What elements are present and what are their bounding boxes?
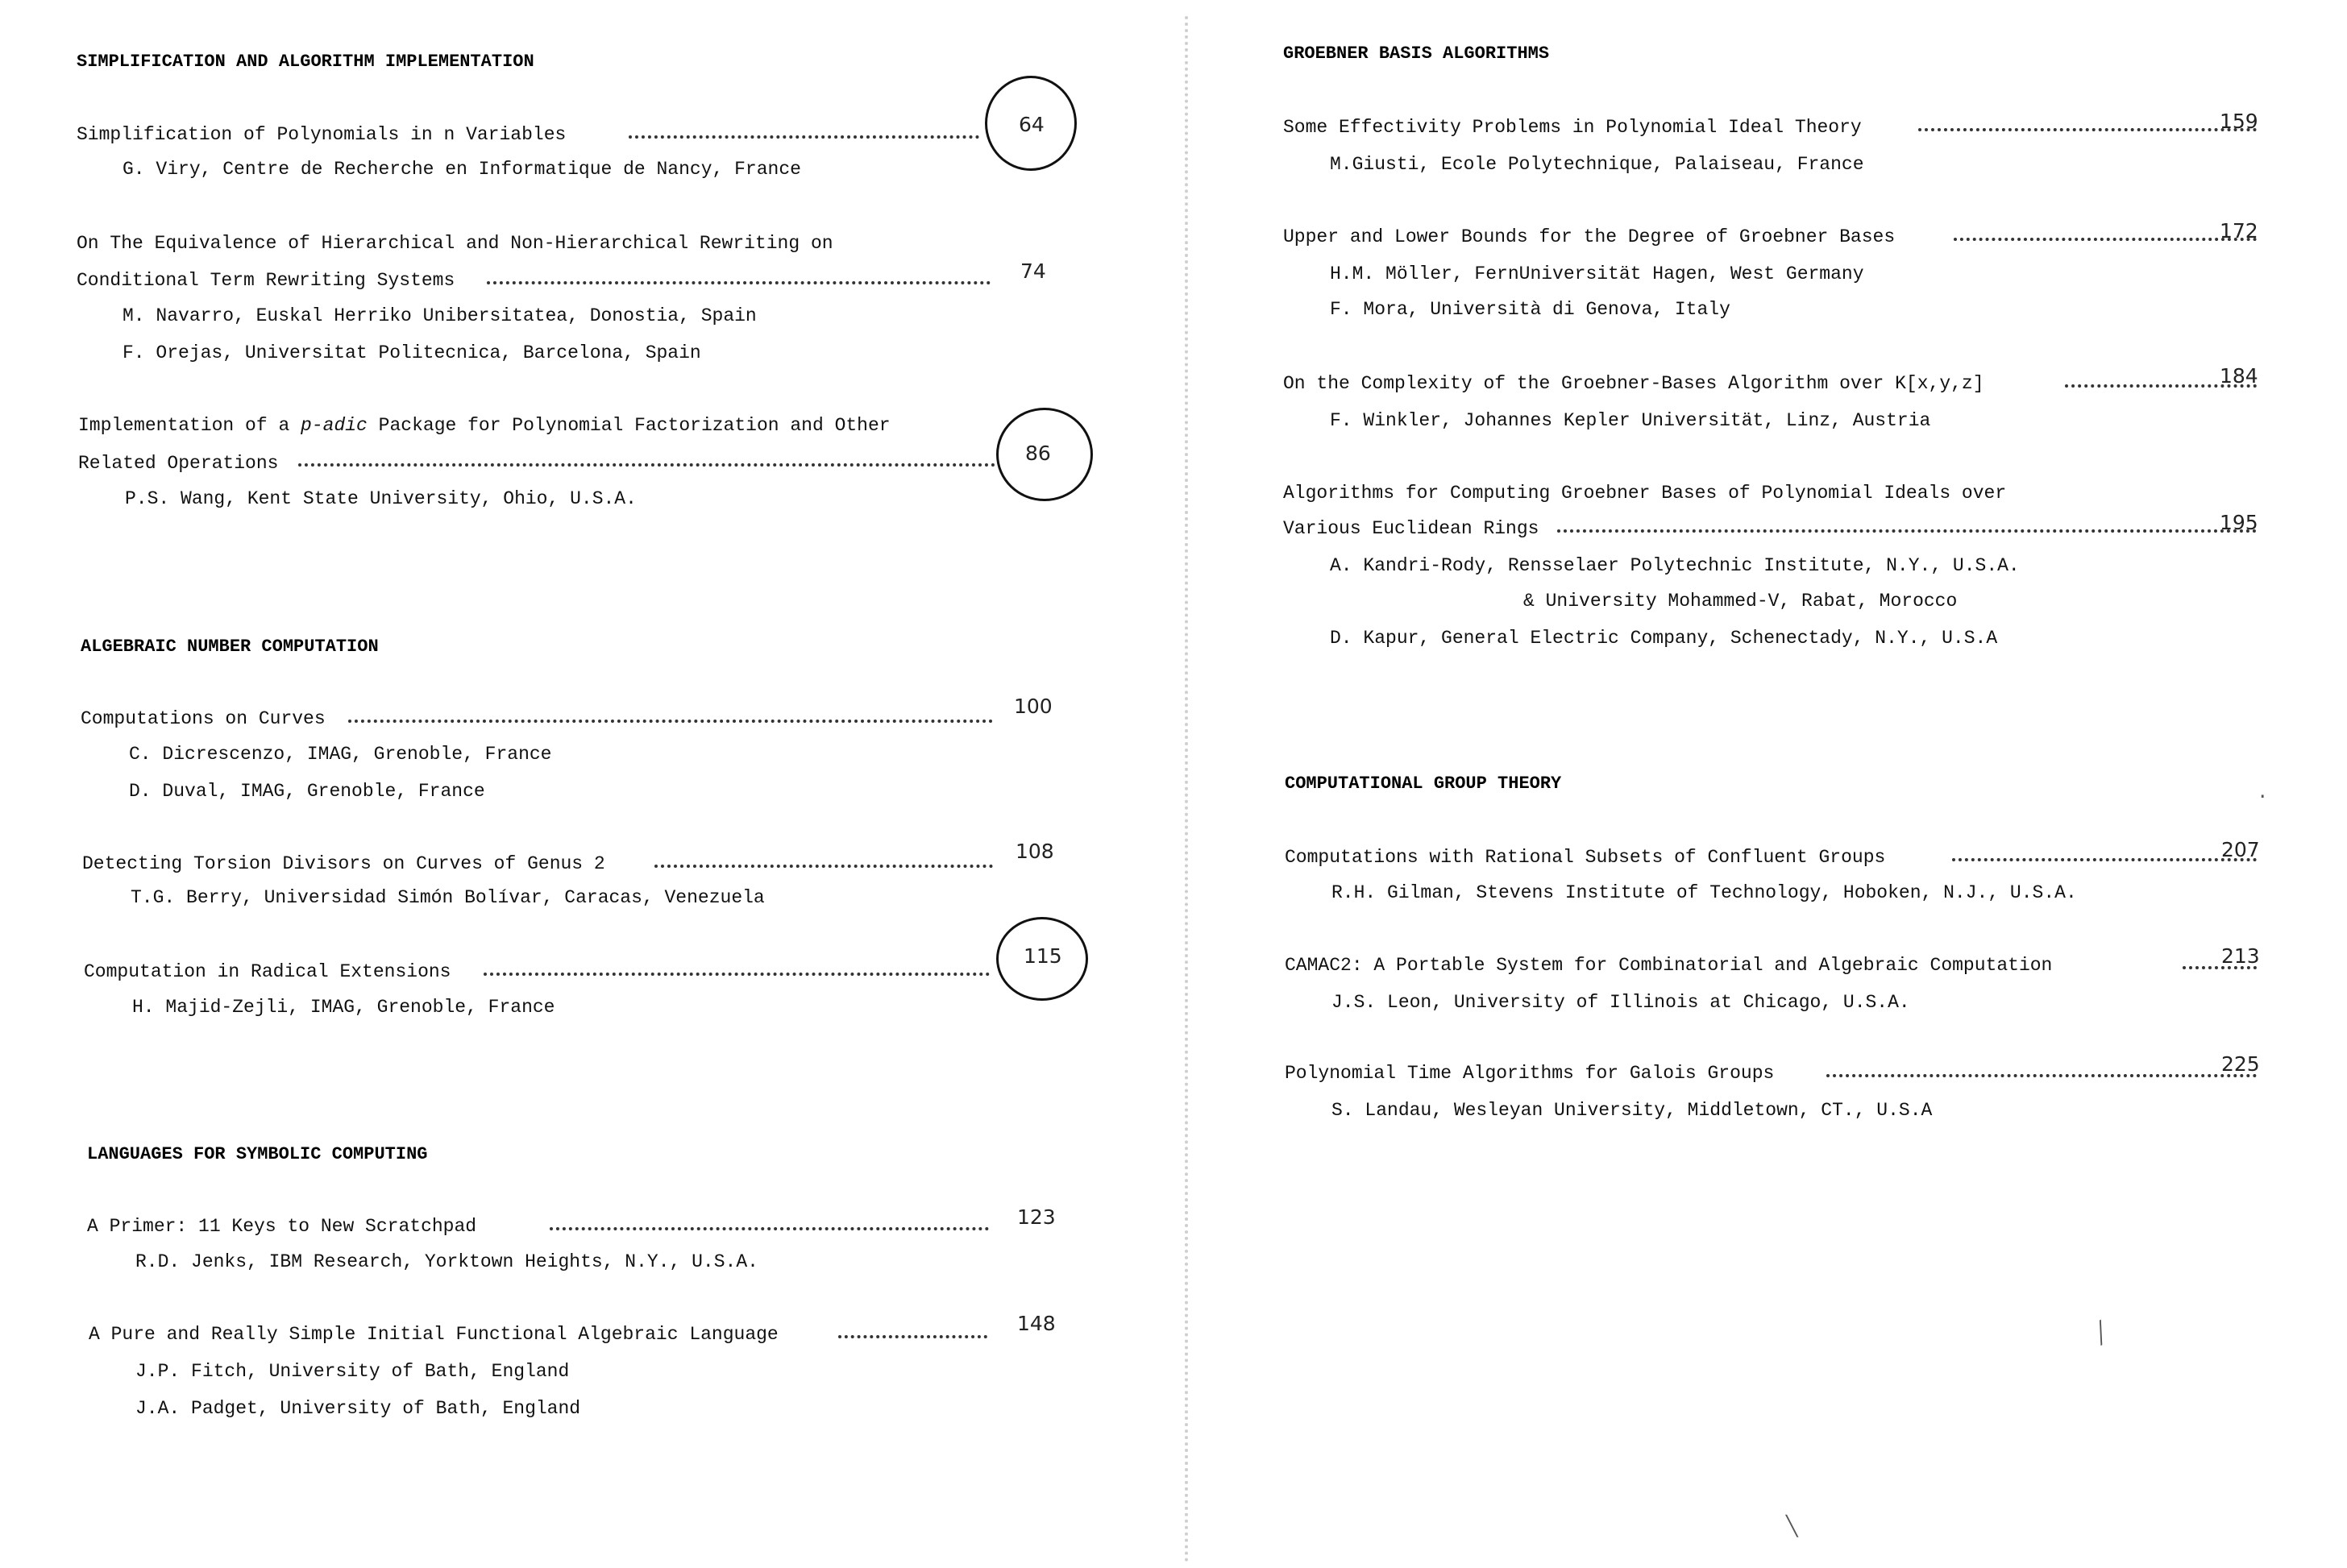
page-number: 225 (2221, 1052, 2260, 1076)
entry-title: Detecting Torsion Divisors on Curves of Genus 2 (82, 853, 605, 874)
title-text: Simplification of Polynomials in n Variables (77, 124, 567, 145)
right-page (1193, 0, 2347, 1568)
entry-title: Related Operations (78, 453, 279, 474)
page-number: 115 (1024, 944, 1062, 968)
entry-title: On the Complexity of the Groebner-Bases Algorithm over K[x,y,z] (1283, 373, 1984, 394)
page-number: 148 (1017, 1312, 1056, 1335)
author-line: S. Landau, Wesleyan University, Middletown, CT., U.S.A (1331, 1100, 1933, 1121)
entry-title: A Pure and Really Simple Initial Functional Algebraic Language (89, 1324, 779, 1345)
leader-dots (484, 973, 990, 976)
entry-title: CAMAC2: A Portable System for Combinatorial and Algebraic Computation (1285, 955, 2053, 976)
author-line: F. Winkler, Johannes Kepler Universität, Linz, Austria (1330, 410, 1931, 431)
section-heading: LANGUAGES FOR SYMBOLIC COMPUTING (87, 1144, 428, 1164)
page-number: 184 (2220, 364, 2258, 388)
page-number: 108 (1016, 840, 1054, 863)
entry-title: On The Equivalence of Hierarchical and Non-Hierarchical Rewriting on (77, 233, 833, 254)
leader-dots (487, 281, 991, 284)
scan-mark: ╲ (1786, 1517, 1798, 1539)
page-number: 207 (2221, 838, 2260, 861)
author-line: J.A. Padget, University of Bath, England (135, 1398, 581, 1419)
author-line: F. Orejas, Universitat Politecnica, Barcelona, Spain (123, 342, 701, 363)
entry-title: Conditional Term Rewriting Systems (77, 270, 455, 291)
page-number: 159 (2220, 110, 2258, 133)
author-line: C. Dicrescenzo, IMAG, Grenoble, France (129, 744, 552, 765)
leader-dots (348, 720, 993, 723)
entry-title: Implementation of a p-adic Package for Polynomial Factorization and Other (78, 415, 891, 436)
leader-dots (550, 1227, 989, 1230)
section-heading: ALGEBRAIC NUMBER COMPUTATION (81, 637, 379, 657)
page-number: 74 (1020, 259, 1046, 283)
author-line: M.Giusti, Ecole Polytechnique, Palaiseau, France (1330, 154, 1864, 175)
entry-title: Various Euclidean Rings (1283, 518, 1539, 539)
entry-title: Algorithms for Computing Groebner Bases of Polynomial Ideals over (1283, 483, 2007, 504)
page-number: 86 (1025, 442, 1051, 465)
leader-dots (1954, 238, 2257, 241)
author-line: A. Kandri-Rody, Rensselaer Polytechnic Institute, N.Y., U.S.A. (1330, 555, 2020, 576)
leader-dots (1557, 529, 2257, 533)
author-line: & University Mohammed-V, Rabat, Morocco (1523, 591, 1958, 612)
page-number: 123 (1017, 1205, 1056, 1229)
entry-title: Polynomial Time Algorithms for Galois Groups (1285, 1063, 1775, 1084)
page-number: 172 (2220, 219, 2258, 243)
leader-dots (629, 135, 979, 139)
author-line: J.S. Leon, University of Illinois at Chicago, U.S.A. (1331, 992, 1910, 1013)
section-heading: COMPUTATIONAL GROUP THEORY (1285, 774, 1562, 794)
entry-title: Computation in Radical Extensions (84, 961, 451, 982)
page-number: 100 (1014, 695, 1053, 718)
author-line: M. Navarro, Euskal Herriko Unibersitatea, Donostia, Spain (123, 305, 757, 326)
scan-mark: ╱ (2091, 1321, 2112, 1347)
author-line: D. Kapur, General Electric Company, Schenectady, N.Y., U.S.A (1330, 628, 1998, 649)
leader-dots (1826, 1074, 2257, 1077)
entry-title: Upper and Lower Bounds for the Degree of Groebner Bases (1283, 226, 1896, 247)
section-heading: GROEBNER BASIS ALGORITHMS (1283, 44, 1550, 64)
author-line: H. Majid-Zejli, IMAG, Grenoble, France (132, 997, 555, 1018)
author-line: H.M. Möller, FernUniversität Hagen, West Germany (1330, 263, 1864, 284)
entry-title: A Primer: 11 Keys to New Scratchpad (87, 1216, 477, 1237)
entry-title: Computations with Rational Subsets of Confluent Groups (1285, 847, 1886, 868)
page-number: 213 (2221, 944, 2260, 968)
section-heading: SIMPLIFICATION AND ALGORITHM IMPLEMENTATION (77, 52, 534, 72)
author-line: D. Duval, IMAG, Grenoble, France (129, 781, 485, 802)
entry-title: Computations on Curves (81, 708, 326, 729)
page-number: 195 (2220, 511, 2258, 534)
p-adic-term: p-adic (301, 415, 368, 436)
leader-dots (838, 1335, 987, 1338)
author-line: R.H. Gilman, Stevens Institute of Technology, Hoboken, N.J., U.S.A. (1331, 882, 2077, 903)
author-line: T.G. Berry, Universidad Simón Bolívar, Caracas, Venezuela (131, 887, 765, 908)
author-line: J.P. Fitch, University of Bath, England (135, 1361, 570, 1382)
leader-dots (1918, 128, 2257, 131)
entry-title: Some Effectivity Problems in Polynomial Ideal Theory (1283, 117, 1862, 138)
scan-speck: · (2257, 786, 2269, 808)
leader-dots (654, 865, 993, 868)
author-line: P.S. Wang, Kent State University, Ohio, U.S.A. (125, 488, 637, 509)
author-line: G. Viry, Centre de Recherche en Informatique de Nancy, France (123, 159, 801, 180)
leader-dots (1952, 858, 2257, 861)
author-line: R.D. Jenks, IBM Research, Yorktown Heights, N.Y., U.S.A. (135, 1251, 758, 1272)
entry-title (77, 123, 566, 146)
book-gutter (1185, 16, 1188, 1563)
author-line: F. Mora, Università di Genova, Italy (1330, 299, 1730, 320)
leader-dots (298, 463, 995, 467)
page-number: 64 (1019, 113, 1045, 136)
